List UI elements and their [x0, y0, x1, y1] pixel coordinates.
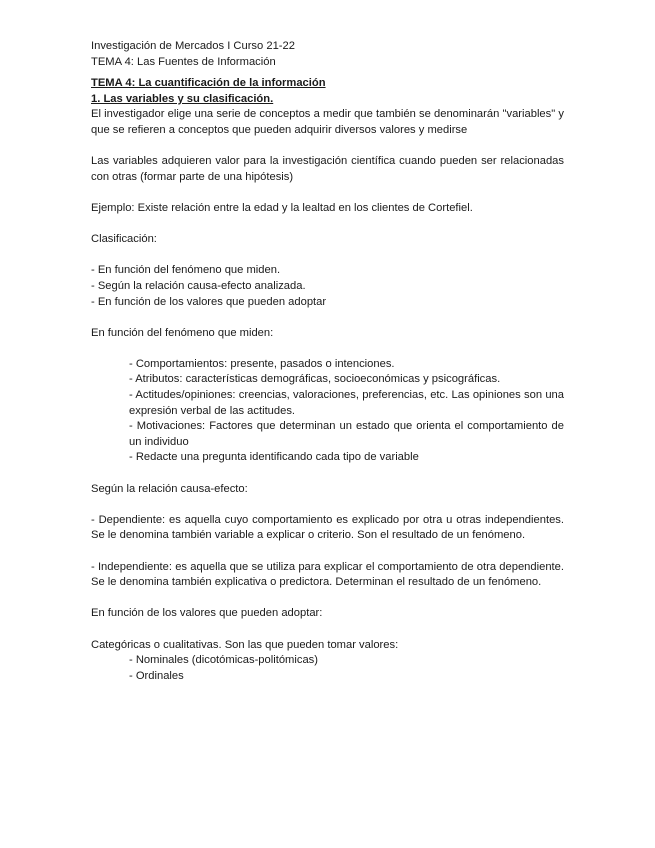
phenomenon-heading: En función del fenómeno que miden: [91, 326, 274, 339]
topic-header: TEMA 4: Las Fuentes de Información [91, 55, 276, 68]
classification-label: Clasificación: [91, 233, 157, 246]
values-heading: En función de los valores que pueden adoptar: [91, 607, 323, 620]
list-item: - Nominales (dicotómicas-politómicas) [129, 654, 318, 667]
course-header: Investigación de Mercados I Curso 21-22 [91, 40, 295, 52]
classification-list [91, 263, 564, 310]
list-item: - Según la relación causa-efecto analizada. [91, 279, 306, 292]
list-item: - Ordinales [129, 669, 184, 682]
document-body [91, 39, 564, 684]
value-paragraph: Las variables adquieren valor para la investigación científica cuando pueden ser relacionadas con otras (formar parte de una hipótesis) [91, 155, 564, 183]
doc-title: TEMA 4: La cuantificación de la información [91, 77, 326, 90]
list-item: - Actitudes/opiniones: creencias, valoraciones, preferencias, etc. Las opiniones son una expresión verbal de las actitudes. [129, 389, 564, 417]
list-item: - En función de los valores que pueden adoptar [91, 295, 327, 308]
list-item: - Comportamientos: presente, pasados o intenciones. [129, 357, 395, 370]
list-item: - Redacte una pregunta identificando cada tipo de variable [129, 451, 419, 464]
categorical-list [129, 653, 564, 684]
intro-paragraph: El investigador elige una serie de conceptos a medir que también se denominarán "variables" y que se refieren a conceptos que pueden adquirir diversos valores y medirse [91, 108, 564, 136]
section-heading: 1. Las variables y su clasificación. [91, 92, 274, 105]
phenomenon-list [129, 357, 564, 466]
dependent-paragraph: - Dependiente: es aquella cuyo comportamiento es explicado por otra u otras independientes. Se le denomina también variable a explicar o criterio. Son el resultado de un fenómeno. [91, 513, 564, 542]
example-paragraph: Ejemplo: Existe relación entre la edad y la lealtad en los clientes de Cortefiel. [91, 201, 473, 214]
list-item: - Motivaciones: Factores que determinan un estado que orienta el comportamiento de un individuo [129, 420, 564, 448]
independent-paragraph: - Independiente: es aquella que se utiliza para explicar el comportamiento de otra dependiente. Se le denomina también explicativa o predictora. Determinan el resultado de un fenómeno. [91, 560, 564, 589]
list-item: - Atributos: características demográficas, socioeconómicas y psicográficas. [129, 373, 501, 386]
list-item: - En función del fenómeno que miden. [91, 264, 281, 277]
cause-heading: Según la relación causa-efecto: [91, 482, 248, 495]
categorical-intro: Categóricas o cualitativas. Son las que pueden tomar valores: [91, 638, 399, 651]
